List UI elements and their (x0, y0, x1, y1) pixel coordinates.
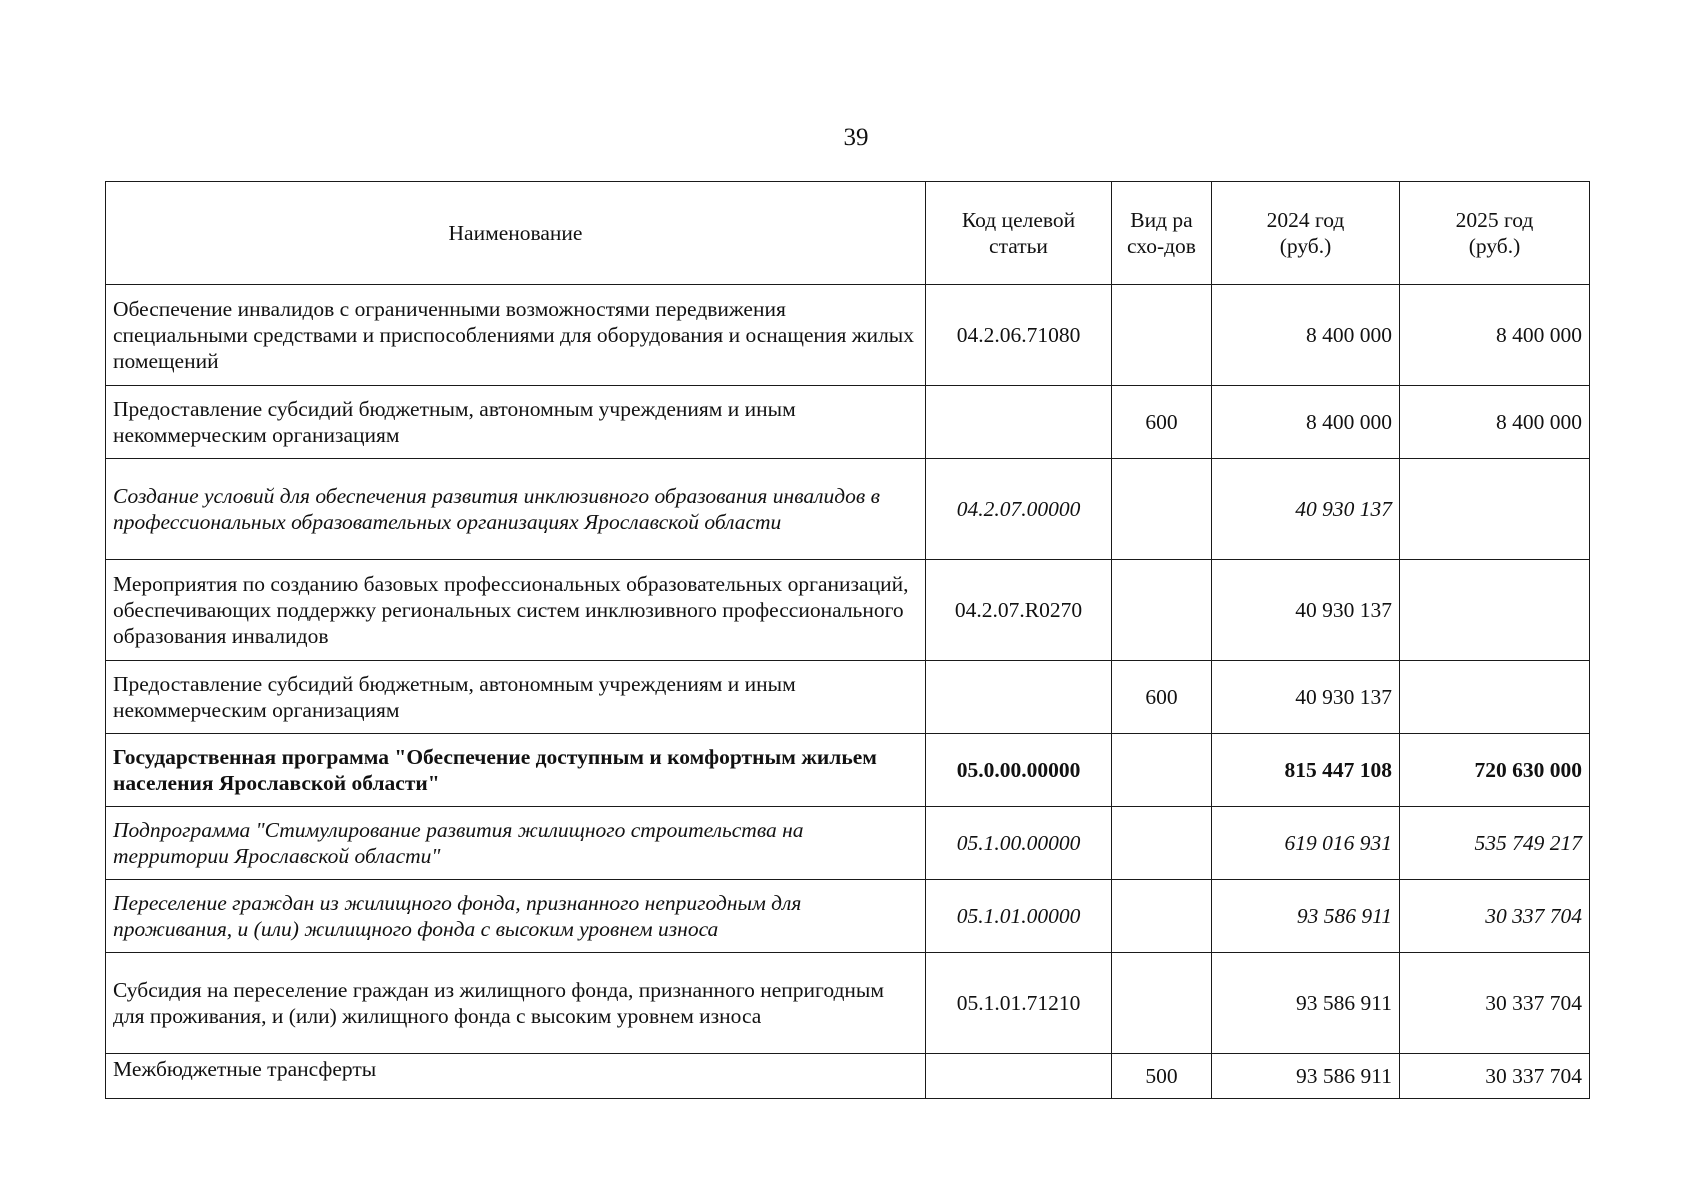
table-header-row (106, 182, 1590, 285)
cell-y2025: 720 630 000 (1400, 734, 1590, 807)
cell-kind (1112, 953, 1212, 1054)
cell-name: Мероприятия по созданию базовых профессиональных образовательных организаций, обеспечивающих поддержку региональных систем инклюзивного профессионального образования инвалидов (106, 560, 926, 661)
cell-y2024: 93 586 911 (1212, 1054, 1400, 1099)
page-number: 39 (843, 124, 869, 151)
cell-y2024: 815 447 108 (1212, 734, 1400, 807)
cell-name: Предоставление субсидий бюджетным, автономным учреждениям и иным некоммерческим организациям (106, 386, 926, 459)
cell-kind (1112, 285, 1212, 386)
table-row (106, 807, 1590, 880)
cell-name: Создание условий для обеспечения развития инклюзивного образования инвалидов в профессиональных образовательных организациях Ярославской области (106, 459, 926, 560)
cell-code: 04.2.07.R0270 (926, 560, 1112, 661)
header-name: Наименование (106, 182, 926, 285)
cell-y2025: 8 400 000 (1400, 386, 1590, 459)
cell-kind (1112, 807, 1212, 880)
table-row (106, 1054, 1590, 1099)
cell-name: Межбюджетные трансферты (106, 1054, 926, 1099)
cell-kind (1112, 734, 1212, 807)
cell-name: Обеспечение инвалидов с ограниченными возможностями передвижения специальными средствами и приспособлениями для оборудования и оснащения жилых помещений (106, 285, 926, 386)
header-code: Код целевой статьи (926, 182, 1112, 285)
table-row (106, 734, 1590, 807)
cell-name: Государственная программа "Обеспечение доступным и комфортным жильем населения Ярославской области" (106, 734, 926, 807)
cell-code: 04.2.07.00000 (926, 459, 1112, 560)
cell-y2025: 30 337 704 (1400, 1054, 1590, 1099)
cell-kind: 600 (1112, 386, 1212, 459)
cell-y2025: 30 337 704 (1400, 953, 1590, 1054)
cell-y2024: 8 400 000 (1212, 285, 1400, 386)
budget-table (105, 181, 1590, 1099)
cell-code (926, 386, 1112, 459)
cell-y2024: 619 016 931 (1212, 807, 1400, 880)
cell-code (926, 661, 1112, 734)
cell-code: 05.1.01.00000 (926, 880, 1112, 953)
cell-code: 05.1.00.00000 (926, 807, 1112, 880)
table-row (106, 285, 1590, 386)
cell-y2024: 40 930 137 (1212, 560, 1400, 661)
cell-y2025 (1400, 560, 1590, 661)
cell-kind (1112, 459, 1212, 560)
cell-name: Подпрограмма "Стимулирование развития жилищного строительства на территории Ярославской области" (106, 807, 926, 880)
header-kind: Вид расхо-дов (1112, 182, 1212, 285)
cell-y2025: 8 400 000 (1400, 285, 1590, 386)
cell-y2024: 93 586 911 (1212, 953, 1400, 1054)
cell-kind: 500 (1112, 1054, 1212, 1099)
cell-y2025: 535 749 217 (1400, 807, 1590, 880)
cell-kind (1112, 880, 1212, 953)
table-row (106, 953, 1590, 1054)
cell-kind (1112, 560, 1212, 661)
cell-name: Переселение граждан из жилищного фонда, признанного непригодным для проживания, и (или) жилищного фонда с высоким уровнем износа (106, 880, 926, 953)
table-row (106, 661, 1590, 734)
cell-name: Субсидия на переселение граждан из жилищного фонда, признанного непригодным для проживания, и (или) жилищного фонда с высоким уровнем износа (106, 953, 926, 1054)
table-row (106, 560, 1590, 661)
cell-y2025 (1400, 459, 1590, 560)
cell-y2025: 30 337 704 (1400, 880, 1590, 953)
header-2025: 2025 год (руб.) (1400, 182, 1590, 285)
header-2024: 2024 год (руб.) (1212, 182, 1400, 285)
cell-y2024: 40 930 137 (1212, 661, 1400, 734)
cell-code (926, 1054, 1112, 1099)
cell-code: 05.0.00.00000 (926, 734, 1112, 807)
cell-y2024: 40 930 137 (1212, 459, 1400, 560)
table-row (106, 459, 1590, 560)
cell-name: Предоставление субсидий бюджетным, автономным учреждениям и иным некоммерческим организациям (106, 661, 926, 734)
table-row (106, 386, 1590, 459)
cell-code: 04.2.06.71080 (926, 285, 1112, 386)
table-row (106, 880, 1590, 953)
cell-kind: 600 (1112, 661, 1212, 734)
table-body (106, 285, 1590, 1099)
cell-code: 05.1.01.71210 (926, 953, 1112, 1054)
cell-y2025 (1400, 661, 1590, 734)
cell-y2024: 93 586 911 (1212, 880, 1400, 953)
cell-y2024: 8 400 000 (1212, 386, 1400, 459)
